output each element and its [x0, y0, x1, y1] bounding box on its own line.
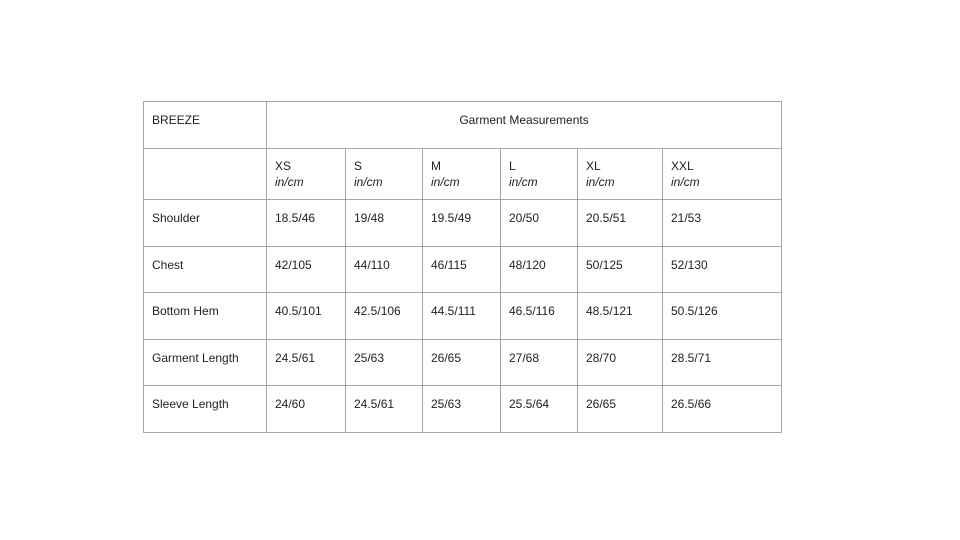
unit-label: in/cm: [354, 175, 383, 189]
measurement-sheet: [143, 101, 781, 432]
table-cell: 21/53: [663, 200, 782, 247]
size-label: M: [431, 159, 441, 173]
table-cell: 50/125: [578, 246, 663, 293]
table-row: [144, 200, 782, 247]
table-cell: 40.5/101: [267, 293, 346, 340]
table-header-row: [144, 102, 782, 149]
table-cell: 42.5/106: [346, 293, 423, 340]
table-cell: 28.5/71: [663, 339, 782, 386]
table-cell: 20.5/51: [578, 200, 663, 247]
table-cell: 46/115: [423, 246, 501, 293]
table-cell: 28/70: [578, 339, 663, 386]
table-title: Garment Measurements: [267, 102, 782, 149]
size-header-corner: [144, 149, 267, 200]
unit-label: in/cm: [509, 175, 538, 189]
table-cell: 19.5/49: [423, 200, 501, 247]
size-column-header: [663, 149, 782, 200]
unit-label: in/cm: [671, 175, 700, 189]
size-header-row: [144, 149, 782, 200]
table-cell: 44/110: [346, 246, 423, 293]
table-cell: 24.5/61: [267, 339, 346, 386]
size-label: L: [509, 159, 516, 173]
table-cell: 25/63: [423, 386, 501, 433]
size-column-header: [501, 149, 578, 200]
table-cell: 26/65: [423, 339, 501, 386]
table-cell: 25/63: [346, 339, 423, 386]
size-label: XL: [586, 159, 601, 173]
table-cell: 20/50: [501, 200, 578, 247]
size-label: XXL: [671, 159, 694, 173]
table-cell: 24/60: [267, 386, 346, 433]
table-cell: 42/105: [267, 246, 346, 293]
size-label: XS: [275, 159, 292, 173]
table-cell: 19/48: [346, 200, 423, 247]
size-column-header: [267, 149, 346, 200]
unit-label: in/cm: [586, 175, 615, 189]
table-row: [144, 386, 782, 433]
product-name: BREEZE: [144, 102, 267, 149]
table-cell: 50.5/126: [663, 293, 782, 340]
table-cell: 24.5/61: [346, 386, 423, 433]
table-cell: 48.5/121: [578, 293, 663, 340]
size-column-header: [578, 149, 663, 200]
table-cell: 48/120: [501, 246, 578, 293]
garment-measurement-table: [143, 101, 782, 433]
table-cell: 46.5/116: [501, 293, 578, 340]
row-label: Bottom Hem: [144, 293, 267, 340]
row-label: Garment Length: [144, 339, 267, 386]
table-cell: 26.5/66: [663, 386, 782, 433]
table-cell: 18.5/46: [267, 200, 346, 247]
table-row: [144, 339, 782, 386]
size-label: S: [354, 159, 363, 173]
row-label: Chest: [144, 246, 267, 293]
table-cell: 52/130: [663, 246, 782, 293]
unit-label: in/cm: [431, 175, 460, 189]
unit-label: in/cm: [275, 175, 304, 189]
row-label: Sleeve Length: [144, 386, 267, 433]
table-cell: 25.5/64: [501, 386, 578, 433]
table-cell: 44.5/111: [423, 293, 501, 340]
table-cell: 26/65: [578, 386, 663, 433]
size-column-header: [423, 149, 501, 200]
table-row: [144, 293, 782, 340]
table-cell: 27/68: [501, 339, 578, 386]
row-label: Shoulder: [144, 200, 267, 247]
size-column-header: [346, 149, 423, 200]
table-row: [144, 246, 782, 293]
